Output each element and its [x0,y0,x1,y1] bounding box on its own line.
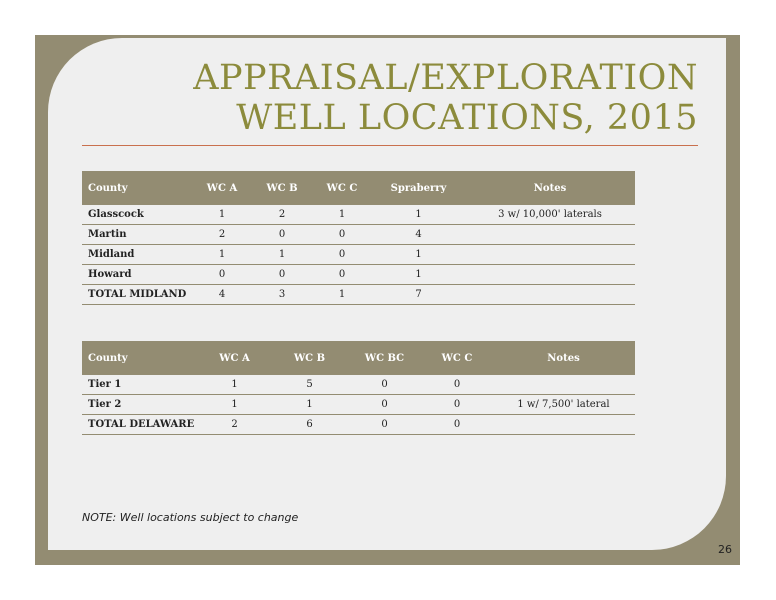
table-cell: 1 [197,395,272,415]
table-header-row [82,341,635,375]
table-row [82,245,635,265]
table-cell: 0 [347,415,422,435]
column-header: WC BC [347,341,422,375]
table-row [82,265,635,285]
column-header: Notes [465,171,635,205]
table-cell: 1 [192,245,252,265]
table-cell: 1 [372,205,465,225]
column-header: Notes [492,341,635,375]
table-cell: 0 [312,265,372,285]
table-row [82,205,635,225]
slide-title-line1: APPRAISAL/EXPLORATION [193,58,698,98]
table-cell: 4 [372,225,465,245]
table-cell: Howard [82,265,192,285]
table-cell [465,245,635,265]
footnote: NOTE: Well locations subject to change [82,511,299,524]
column-header: County [82,171,192,205]
table-cell: 0 [347,395,422,415]
column-header: Spraberry [372,171,465,205]
table-cell: 0 [312,245,372,265]
table-cell: Tier 1 [82,375,197,395]
table-row [82,375,635,395]
table-cell: 3 [252,285,312,305]
table-cell: 3 w/ 10,000' laterals [465,205,635,225]
table-row [82,225,635,245]
table-cell: Martin [82,225,192,245]
table-cell: 0 [422,415,492,435]
table-cell: 1 [312,285,372,305]
table-cell: 1 [197,375,272,395]
table-cell: 5 [272,375,347,395]
column-header: WC B [252,171,312,205]
page-number: 26 [718,543,732,556]
column-header: WC C [312,171,372,205]
table-cell [492,415,635,435]
table-cell: 1 [312,205,372,225]
table-cell [465,225,635,245]
column-header: WC A [197,341,272,375]
table-cell: 2 [197,415,272,435]
table-cell: TOTAL DELAWARE [82,415,197,435]
table-cell: 1 [252,245,312,265]
slide-title-line2: WELL LOCATIONS, 2015 [236,98,698,138]
table-cell: 1 [192,205,252,225]
table-row [82,395,635,415]
table-cell: 0 [422,375,492,395]
table-cell [465,265,635,285]
table-cell: 0 [252,225,312,245]
table-cell [492,375,635,395]
table-cell: TOTAL MIDLAND [82,285,192,305]
table-cell: 1 [372,265,465,285]
table-cell: 1 w/ 7,500' lateral [492,395,635,415]
table-cell: 0 [192,265,252,285]
table-cell: 4 [192,285,252,305]
title-divider [82,145,698,146]
column-header: WC B [272,341,347,375]
table-cell: 1 [372,245,465,265]
table-cell: Tier 2 [82,395,197,415]
table-cell: 0 [312,225,372,245]
table-cell: Midland [82,245,192,265]
table-cell: 0 [422,395,492,415]
delaware-table [82,341,635,435]
table-cell: 2 [252,205,312,225]
table-total-row [82,285,635,305]
table-total-row [82,415,635,435]
column-header: WC C [422,341,492,375]
table-cell: 2 [192,225,252,245]
column-header: WC A [192,171,252,205]
table-cell: Glasscock [82,205,192,225]
table-cell: 1 [272,395,347,415]
midland-table [82,171,635,305]
table-cell: 7 [372,285,465,305]
table-cell: 0 [347,375,422,395]
column-header: County [82,341,197,375]
table-cell [465,285,635,305]
table-cell: 6 [272,415,347,435]
slide-title [193,58,698,138]
table-cell: 0 [252,265,312,285]
table-header-row [82,171,635,205]
